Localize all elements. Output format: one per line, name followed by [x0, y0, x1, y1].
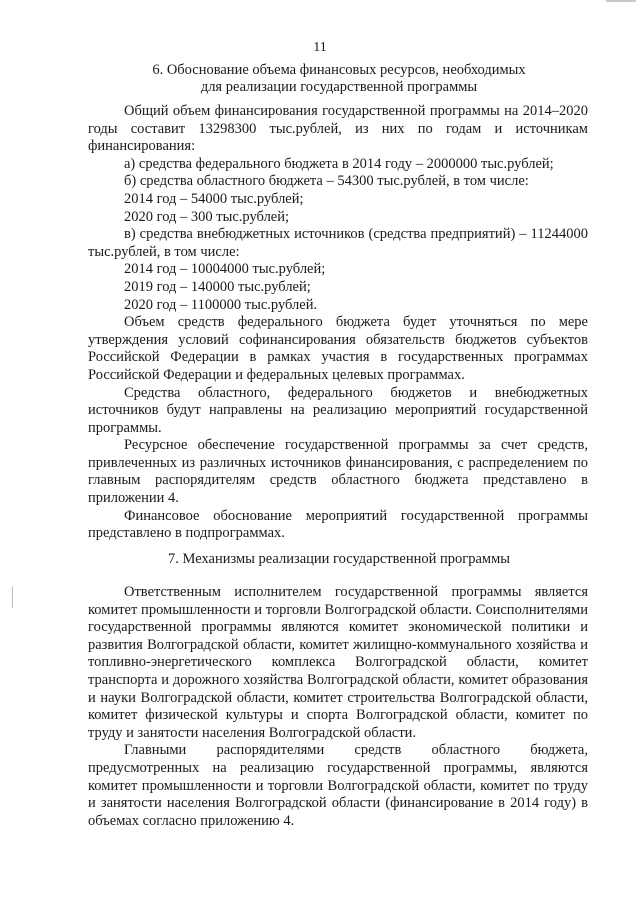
funding-item-regional: б) средства областного бюджета – 54300 тыс.рублей, в том числе: [124, 173, 529, 190]
scan-edge-mark [12, 586, 13, 608]
paragraph: Общий объем финансирования государственной программы на 2014–2020 годы составит 13298300 тыс.рублей, из них по годам и источникам финансирования: [88, 103, 588, 155]
paragraph: Финансовое обоснование мероприятий государственной программы представлено в подпрограммах. [88, 507, 588, 542]
paragraph: Средства областного, федерального бюджетов и внебюджетных источников будут направлены на реализацию мероприятий государственной программы. [88, 384, 588, 436]
funding-year-line: 2014 год – 54000 тыс.рублей; [124, 190, 304, 207]
section-6-title-line-2: для реализации государственной программы [200, 79, 478, 95]
funding-year-line: 2020 год – 1100000 тыс.рублей. [124, 296, 318, 313]
funding-year-line: 2019 год – 140000 тыс.рублей; [124, 278, 311, 295]
section-7-heading: 7. Механизмы реализации государственной программы [168, 551, 510, 567]
paragraph: Объем средств федерального бюджета будет уточняться по мере утверждения условий софинансирования обязательств бюджетов субъектов Российской Федерации в рамках участия в государственных программах Российской Федерации и федеральных целевых программах. [88, 314, 588, 383]
funding-year-line: 2014 год – 10004000 тыс.рублей; [124, 261, 326, 278]
section-6-body [88, 103, 588, 543]
funding-item-extrabudgetary: в) средства внебюджетных источников (средства предприятий) – 11244000 тыс.рублей, в том числе: [88, 226, 588, 260]
page-number: 11 [313, 40, 327, 55]
funding-year-line: 2020 год – 300 тыс.рублей; [124, 208, 290, 225]
section-7-body [88, 584, 588, 830]
funding-item-federal: а) средства федерального бюджета в 2014 году – 2000000 тыс.рублей; [124, 155, 554, 172]
section-6-heading [90, 62, 588, 96]
scan-mark [606, 0, 636, 2]
paragraph: Ресурсное обеспечение государственной программы за счет средств, привлеченных из различных источников финансирования, с распределением по главным распорядителям средств областного бюджета представлено в приложении 4. [88, 437, 588, 507]
paragraph: Ответственным исполнителем государственной программы является комитет промышленности и торговли Волгоградской области. Соисполнителями государственной программы являются комитет экономической политики и развития Волгоградской области, комитет жилищно-коммунального хозяйства и топливно-энергетического комплекса Волгоградской области, комитет транспорта и дорожного хозяйства Волгоградской области, комитет образования и науки Волгоградской области, комитет строительства Волгоградской области, комитет физической культуры и спорта Волгоградской области, комитет по труду и занятости населения Волгоградской области. [88, 584, 588, 741]
section-6-title-line-1: 6. Обоснование объема финансовых ресурсов, необходимых [152, 62, 526, 78]
paragraph: Главными распорядителями средств областного бюджета, предусмотренных на реализацию государственной программы, являются комитет промышленности и торговли Волгоградской области, комитет по труду и занятости населения Волгоградской области (финансирование в 2014 году) в объемах согласно приложению 4. [88, 742, 588, 829]
